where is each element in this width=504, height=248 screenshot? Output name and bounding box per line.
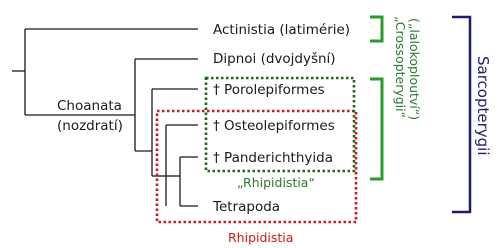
node-label-choanata: Choanata xyxy=(57,98,122,114)
crossopterygii-bracket xyxy=(370,79,382,179)
taxon-panderichthyida: † Panderichthyida xyxy=(213,150,333,166)
sarcopterygii-label: Sarcopterygii xyxy=(474,56,492,156)
node-label-nozdrati: (nozdratí) xyxy=(57,118,123,134)
sarcopterygii-bracket xyxy=(452,17,470,212)
rhipidistia-outer-label: Rhipidistia xyxy=(228,230,294,245)
crossopterygii-label xyxy=(393,16,422,122)
taxon-dipnoi: Dipnoi (dvojdyšní) xyxy=(213,51,336,67)
crossopterygii-label-line2: („lalokoploutví“) xyxy=(407,18,422,121)
taxon-osteolepiformes: † Osteolepiformes xyxy=(213,118,335,134)
taxon-tetrapoda: Tetrapoda xyxy=(213,199,281,215)
rhipidistia-inner-label: „Rhipidistia“ xyxy=(237,175,315,190)
actinistia-bracket xyxy=(370,17,382,41)
taxon-porolepiformes: † Porolepiformes xyxy=(213,82,325,98)
crossopterygii-label-line1: „Crossopterygii“ xyxy=(393,16,408,119)
taxon-actinistia: Actinistia (latimérie) xyxy=(213,22,351,38)
